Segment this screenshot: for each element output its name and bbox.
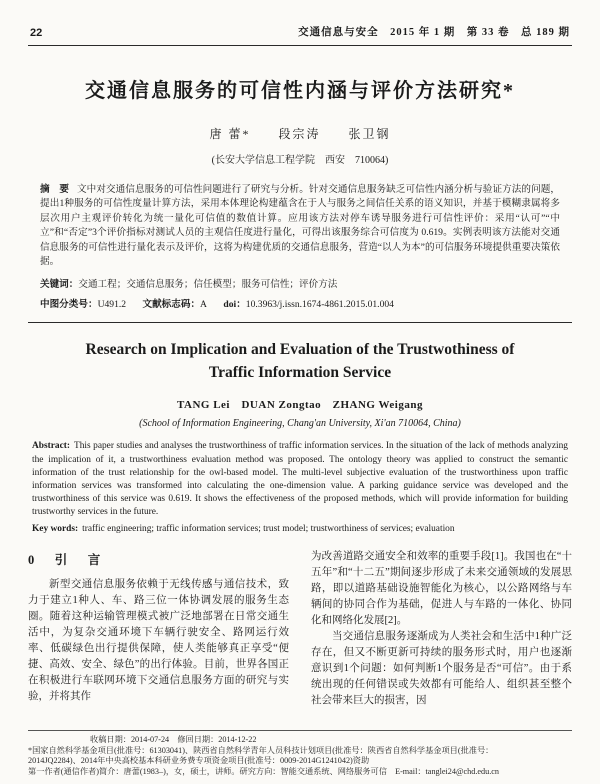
chinese-title: 交通信息服务的可信性内涵与评价方法研究*	[85, 80, 515, 102]
section-heading-intro: 0 引 言	[28, 552, 105, 567]
clc-value: U491.2	[97, 299, 127, 311]
intro-paragraph-right-1: 为改善道路交通安全和效率的重要手段[1]。我国也在“十五年”和“十二五”期间逐步形成了未来交通领域的发展思路，即以道路基础设施智能化为核心，以公路网络与车辆间的协同合作为基础，促进人与车路的一体化、协同化和网络化发展[2]。	[311, 550, 572, 626]
two-column-body	[28, 549, 572, 711]
english-keywords	[32, 523, 568, 536]
english-abstract-label: Abstract:	[32, 441, 71, 452]
left-column	[28, 549, 289, 711]
right-column	[311, 549, 572, 711]
doi-value: 10.3963/j.issn.1674-4861.2015.01.004	[245, 299, 394, 311]
footnote-first-author: 第一作者(通信作者)简介：唐蕾(1983–)，女，硕士，讲师。研究方向：智能交通系统、网络服务可信 E-mail：tanglei24@chd.edu.cn	[28, 767, 500, 777]
chinese-abstract	[40, 183, 560, 269]
chinese-abstract-label: 摘 要	[40, 184, 69, 195]
footnote-funding-line2: 2014JQ2284)、2014年中央高校基本科研业务费专项资金项目(批准号：0009-2014G1241042)资助	[28, 756, 370, 766]
footnote-block	[28, 730, 572, 778]
journal-info: 交通信息与安全 2015 年 1 期 第 33 卷 总 189 期	[298, 27, 570, 38]
english-title-line2: Traffic Information Service	[208, 364, 392, 382]
clc-label: 中图分类号：	[40, 299, 98, 311]
clc-segment	[40, 299, 126, 310]
chinese-keywords-text: 交通工程；交通信息服务；信任模型；服务可信性；评价方法	[78, 279, 338, 291]
doi-label: doi：	[223, 299, 246, 311]
chinese-affiliation: (长安大学信息工程学院 西安 710064)	[211, 155, 389, 166]
intro-paragraph-left: 新型交通信息服务依赖于无线传感与通信技术，致力于建立1种人、车、路三位一体协调发展的服务生态圈。随着这种运输管理模式被广泛地部署在日常交通生活中，为复杂交通环境下车辆行驶安全、路网运行效率、低碳绿色出行提供保障，使人类能够真正享受“便捷、高效、安全、绿色”的出行体验。目前，世界各国正在积极进行车联网环境下交通信息服务方面的研究与实验，并将其作	[28, 578, 289, 702]
english-affiliation: (School of Information Engineering, Chang'an University, Xi'an 710064, China)	[139, 418, 461, 430]
english-abstract-text: This paper studies and analyses the trustworthiness of traffic information services. In the situation of the lack of methods analyzing the implication of it, a trustworthiness evaluation method was proposed. The ontology theory was applied to construct the semantic information of the trust relationship for the owl-based model. The multi-level subjective evaluation of the trustworthiness upon traffic information services was transformed into calculating the one-dimension value. A parking guidance service was developed and the trustworthiness of this service was 0.619. It shows the effectiveness of the proposed methods, which will provide information for building trustworthy services in the future.	[32, 441, 568, 518]
doc-code-label: 文献标志码：	[142, 299, 201, 311]
doc-code-segment	[142, 299, 207, 310]
intro-paragraph-right-2: 当交通信息服务逐渐成为人类社会和生活中1种广泛存在，但又不断更新可持续的服务形式时，用户也逐渐意识到1个问题：如何判断1个服务是否“可信”。由于系统出现的任何错误或失效都有可能给人、组织甚至整个社会带来巨大的损害，因	[311, 630, 572, 706]
english-keywords-text: traffic engineering; traffic information services; trust model; trustworthiness of services; evaluation	[82, 523, 455, 534]
chinese-keywords	[40, 276, 560, 290]
doi-segment	[223, 299, 394, 310]
chinese-keywords-label: 关键词：	[40, 279, 79, 291]
english-title	[40, 338, 560, 384]
english-abstract	[32, 440, 568, 519]
classification-line	[40, 296, 560, 310]
page-header	[0, 0, 600, 43]
chinese-abstract-text: 文中对交通信息服务的可信性问题进行了研究与分析。针对交通信息服务缺乏可信性内涵分析与验证方法的问题，提出1种服务的可信性度量计算方法，采用本体理论构建蕴含在于人与服务之间信任关系的语义知识，并基于模糊隶属将多层次用户主观评价转化为统一量化可信值的数值计算。应用该方法对停车诱导服务进行可信性评价：采用“认可”“中立”和“否定”3个评价指标对测试人员的主观信任度进行量化，可得出该服务综合可信度为 0.619。实例表明该方法能对交通信息服务的可信性进行量化表示及评价，这将为构建优质的交通信息服务，营造“以人为本”的可信服务环境提供重要决策依据。	[40, 184, 561, 268]
doc-code-value: A	[200, 299, 207, 311]
header-divider	[28, 45, 572, 46]
footnote-funding-line1: *国家自然科学基金项目(批准号：61303041)、陕西省自然科学青年人员科技计划项目(批准号：陕西省自然科学基金项目(批准号：	[28, 745, 494, 755]
english-title-line1: Research on Implication and Evaluation of the Trustwothiness of	[85, 341, 515, 359]
english-keywords-label: Key words:	[32, 523, 79, 534]
english-authors: TANG Lei DUAN Zongtao ZHANG Weigang	[177, 399, 423, 412]
page-number: 22	[30, 27, 43, 39]
footnote-received-dates: 收稿日期：2014-07-24 修回日期：2014-12-22	[90, 734, 257, 744]
chinese-authors: 唐 蕾* 段宗涛 张卫钢	[209, 127, 391, 141]
title-divider	[28, 322, 572, 323]
